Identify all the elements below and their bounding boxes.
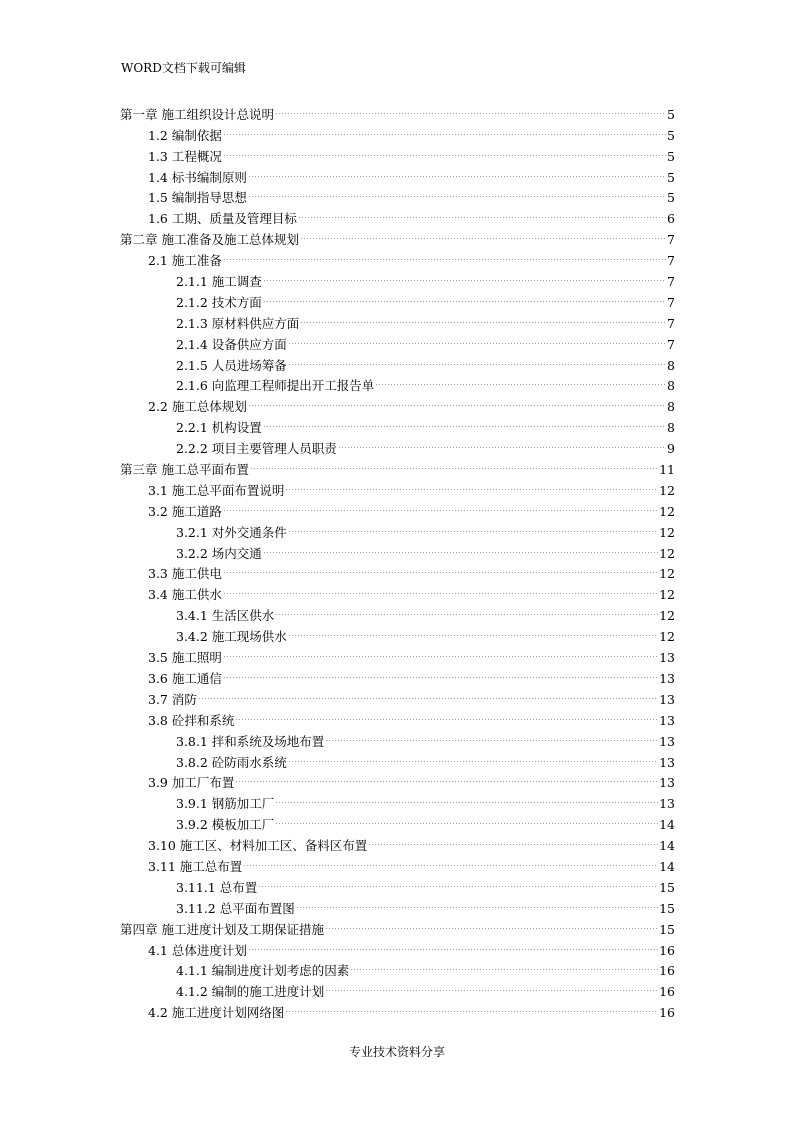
toc-entry-label: 第三章 施工总平面布置 [120, 462, 249, 478]
toc-entry-page-number: 16 [659, 942, 675, 958]
toc-entry[interactable] [120, 599, 675, 624]
toc-entry-page-number: 8 [667, 420, 675, 436]
toc-entry-page-number: 13 [659, 733, 675, 749]
toc-entry[interactable] [120, 161, 675, 185]
toc-dot-leader [223, 641, 658, 662]
toc-entry-page-number: 12 [659, 566, 675, 582]
toc-entry-label: 1.4 标书编制原则 [148, 169, 247, 185]
toc-entry-label: 3.11 施工总布置 [148, 858, 243, 874]
toc-dot-leader [288, 328, 666, 349]
toc-entry-label: 3.11.2 总平面布置图 [176, 900, 295, 916]
toc-entry[interactable] [120, 850, 675, 874]
toc-entry[interactable] [120, 140, 675, 164]
toc-entry[interactable] [120, 474, 675, 498]
toc-dot-leader [288, 349, 666, 370]
toc-dot-leader [223, 244, 666, 265]
toc-entry-page-number: 11 [659, 462, 675, 478]
toc-entry-page-number: 15 [659, 921, 675, 937]
toc-entry-label: 1.2 编制依据 [148, 127, 222, 143]
toc-entry[interactable] [120, 892, 675, 916]
toc-dot-leader [223, 140, 666, 161]
toc-dot-leader [338, 432, 666, 453]
toc-entry-page-number: 5 [667, 106, 675, 122]
toc-entry[interactable] [120, 244, 675, 269]
toc-entry-label: 4.2 施工进度计划网络图 [148, 1005, 285, 1021]
toc-entry[interactable] [120, 683, 675, 707]
toc-entry-page-number: 12 [659, 503, 675, 519]
toc-entry[interactable] [120, 119, 675, 143]
toc-entry-label: 2.2.2 项目主要管理人员职责 [176, 441, 337, 457]
toc-dot-leader [223, 119, 666, 140]
toc-entry-label: 2.1.2 技术方面 [176, 294, 262, 310]
toc-entry-page-number: 7 [667, 253, 675, 269]
toc-entry-label: 3.2 施工道路 [148, 503, 222, 519]
page-footer: 专业技术资料分享 [348, 1045, 445, 1059]
toc-entry[interactable] [120, 516, 675, 540]
page-header: WORD文档下载可编辑 [121, 61, 246, 75]
toc-entry-page-number: 5 [667, 190, 675, 206]
toc-dot-leader [275, 808, 658, 829]
toc-entry-label: 3.1 施工总平面布置说明 [148, 482, 285, 498]
toc-entry-page-number: 9 [667, 441, 675, 457]
toc-entry[interactable] [120, 202, 675, 227]
toc-entry[interactable] [120, 223, 675, 248]
toc-entry-page-number: 5 [667, 127, 675, 143]
toc-entry[interactable] [120, 307, 675, 331]
toc-entry[interactable] [120, 620, 675, 645]
toc-entry-page-number: 12 [659, 629, 675, 645]
toc-dot-leader [248, 161, 666, 182]
toc-entry-page-number: 13 [659, 754, 675, 770]
toc-entry[interactable] [120, 641, 675, 666]
toc-entry-page-number: 14 [659, 858, 675, 874]
toc-dot-leader [248, 182, 666, 203]
toc-entry-label: 3.7 消防 [148, 691, 197, 707]
toc-entry-page-number: 6 [667, 211, 675, 227]
toc-entry-label: 2.1.4 设备供应方面 [176, 336, 287, 352]
toc-entry[interactable] [120, 537, 675, 561]
toc-entry-label: 2.1.6 向监理工程师提出开工报告单 [176, 378, 375, 394]
toc-entry-page-number: 13 [659, 691, 675, 707]
toc-entry-label: 3.9.2 模板加工厂 [176, 817, 275, 833]
toc-dot-leader [285, 996, 658, 1017]
toc-dot-leader [223, 662, 658, 683]
toc-entry-page-number: 7 [667, 232, 675, 248]
toc-entry-page-number: 7 [667, 274, 675, 290]
toc-dot-leader [248, 934, 658, 955]
toc-entry-page-number: 15 [659, 900, 675, 916]
toc-entry[interactable] [120, 578, 675, 603]
toc-dot-leader [288, 746, 658, 767]
toc-entry-label: 3.11.1 总布置 [176, 879, 258, 895]
toc-entry-page-number: 8 [667, 357, 675, 373]
toc-entry-label: 4.1.2 编制的施工进度计划 [176, 984, 325, 1000]
toc-dot-leader [263, 265, 666, 286]
toc-entry-label: 2.1 施工准备 [148, 253, 222, 269]
toc-dot-leader [250, 453, 658, 474]
toc-entry-page-number: 12 [659, 608, 675, 624]
toc-entry-label: 3.4 施工供水 [148, 587, 222, 603]
toc-entry-label: 3.6 施工通信 [148, 670, 222, 686]
toc-entry-page-number: 8 [667, 399, 675, 415]
toc-entry[interactable] [120, 453, 675, 478]
toc-entry-page-number: 16 [659, 1005, 675, 1021]
toc-entry[interactable] [120, 558, 675, 582]
toc-dot-leader [258, 871, 658, 892]
toc-dot-leader [223, 558, 658, 579]
toc-dot-leader [223, 495, 658, 516]
toc-dot-leader [288, 620, 658, 641]
toc-dot-leader [248, 390, 666, 411]
toc-entry-page-number: 14 [659, 817, 675, 833]
toc-dot-leader [263, 411, 666, 432]
toc-dot-leader [223, 578, 658, 599]
toc-dot-leader [350, 955, 658, 976]
toc-entry-label: 3.2.2 场内交通 [176, 545, 262, 561]
toc-entry[interactable] [120, 411, 675, 436]
toc-entry-page-number: 13 [659, 712, 675, 728]
toc-entry[interactable] [120, 704, 675, 728]
toc-entry-label: 3.3 施工供电 [148, 566, 222, 582]
toc-dot-leader [263, 286, 666, 307]
toc-dot-leader [300, 223, 666, 244]
toc-entry[interactable] [120, 349, 675, 373]
toc-entry[interactable] [120, 787, 675, 812]
toc-dot-leader [296, 892, 658, 913]
toc-entry-page-number: 7 [667, 294, 675, 310]
toc-entry[interactable] [120, 767, 675, 791]
toc-entry[interactable] [120, 495, 675, 519]
toc-entry-label: 3.10 施工区、材料加工区、备料区布置 [148, 838, 368, 854]
toc-entry[interactable] [120, 829, 675, 854]
toc-dot-leader [275, 599, 658, 620]
toc-entry-label: 2.1.1 施工调查 [176, 274, 262, 290]
toc-entry[interactable] [120, 265, 675, 290]
toc-entry-label: 3.4.2 施工现场供水 [176, 629, 287, 645]
toc-entry[interactable] [120, 390, 675, 415]
toc-entry-label: 3.8.2 砼防雨水系统 [176, 754, 287, 770]
toc-entry-label: 第二章 施工准备及施工总体规划 [120, 232, 299, 248]
toc-entry-page-number: 13 [659, 670, 675, 686]
toc-entry-page-number: 13 [659, 650, 675, 666]
toc-dot-leader [375, 370, 666, 391]
toc-entry-label: 2.2.1 机构设置 [176, 420, 262, 436]
toc-dot-leader [368, 829, 658, 850]
toc-entry-page-number: 12 [659, 524, 675, 540]
toc-entry-page-number: 12 [659, 545, 675, 561]
toc-dot-leader [298, 202, 666, 223]
toc-entry-label: 第四章 施工进度计划及工期保证措施 [120, 921, 324, 937]
table-of-contents [120, 98, 675, 1021]
toc-entry-page-number: 8 [667, 378, 675, 394]
toc-entry[interactable] [120, 955, 675, 979]
toc-dot-leader [198, 683, 658, 704]
toc-entry-page-number: 5 [667, 169, 675, 185]
toc-entry[interactable] [120, 725, 675, 749]
toc-entry-label: 1.5 编制指导思想 [148, 190, 247, 206]
toc-entry[interactable] [120, 98, 675, 122]
toc-entry[interactable] [120, 662, 675, 686]
toc-entry[interactable] [120, 370, 675, 394]
toc-entry[interactable] [120, 996, 675, 1021]
toc-entry[interactable] [120, 913, 675, 937]
toc-dot-leader [235, 704, 658, 725]
toc-entry-page-number: 16 [659, 963, 675, 979]
toc-dot-leader [235, 767, 658, 788]
toc-entry-label: 3.5 施工照明 [148, 650, 222, 666]
toc-entry[interactable] [120, 808, 675, 833]
toc-dot-leader [263, 537, 658, 558]
toc-dot-leader [325, 913, 658, 934]
toc-entry-page-number: 7 [667, 315, 675, 331]
toc-dot-leader [285, 474, 658, 495]
toc-entry[interactable] [120, 871, 675, 895]
toc-entry-page-number: 12 [659, 482, 675, 498]
toc-entry-label: 3.8.1 拌和系统及场地布置 [176, 733, 325, 749]
toc-dot-leader [325, 975, 658, 996]
toc-dot-leader [243, 850, 658, 871]
toc-entry-page-number: 7 [667, 336, 675, 352]
toc-dot-leader [288, 516, 658, 537]
toc-entry-page-number: 5 [667, 148, 675, 164]
toc-entry-page-number: 14 [659, 838, 675, 854]
toc-entry-label: 3.2.1 对外交通条件 [176, 524, 287, 540]
toc-entry-label: 3.9 加工厂布置 [148, 775, 235, 791]
toc-dot-leader [275, 787, 658, 808]
toc-entry-label: 4.1.1 编制进度计划考虑的因素 [176, 963, 350, 979]
toc-entry-page-number: 15 [659, 879, 675, 895]
toc-entry-page-number: 13 [659, 796, 675, 812]
toc-entry-label: 2.1.5 人员进场筹备 [176, 357, 287, 373]
toc-entry-label: 2.2 施工总体规划 [148, 399, 247, 415]
toc-entry-label: 1.6 工期、质量及管理目标 [148, 211, 297, 227]
toc-dot-leader [275, 98, 666, 119]
toc-entry[interactable] [120, 746, 675, 770]
toc-dot-leader [325, 725, 658, 746]
toc-entry-label: 3.4.1 生活区供水 [176, 608, 275, 624]
toc-entry[interactable] [120, 432, 675, 457]
toc-entry[interactable] [120, 975, 675, 1000]
toc-entry[interactable] [120, 934, 675, 958]
toc-entry-label: 3.8 砼拌和系统 [148, 712, 235, 728]
toc-entry-label: 2.1.3 原材料供应方面 [176, 315, 300, 331]
toc-entry-page-number: 13 [659, 775, 675, 791]
toc-entry-label: 1.3 工程概况 [148, 148, 222, 164]
toc-entry-label: 4.1 总体进度计划 [148, 942, 247, 958]
toc-entry-page-number: 16 [659, 984, 675, 1000]
toc-entry[interactable] [120, 286, 675, 310]
toc-dot-leader [300, 307, 666, 328]
toc-entry[interactable] [120, 182, 675, 206]
toc-entry-page-number: 12 [659, 587, 675, 603]
toc-entry-label: 3.9.1 钢筋加工厂 [176, 796, 275, 812]
toc-entry[interactable] [120, 328, 675, 352]
toc-entry-label: 第一章 施工组织设计总说明 [120, 106, 274, 122]
